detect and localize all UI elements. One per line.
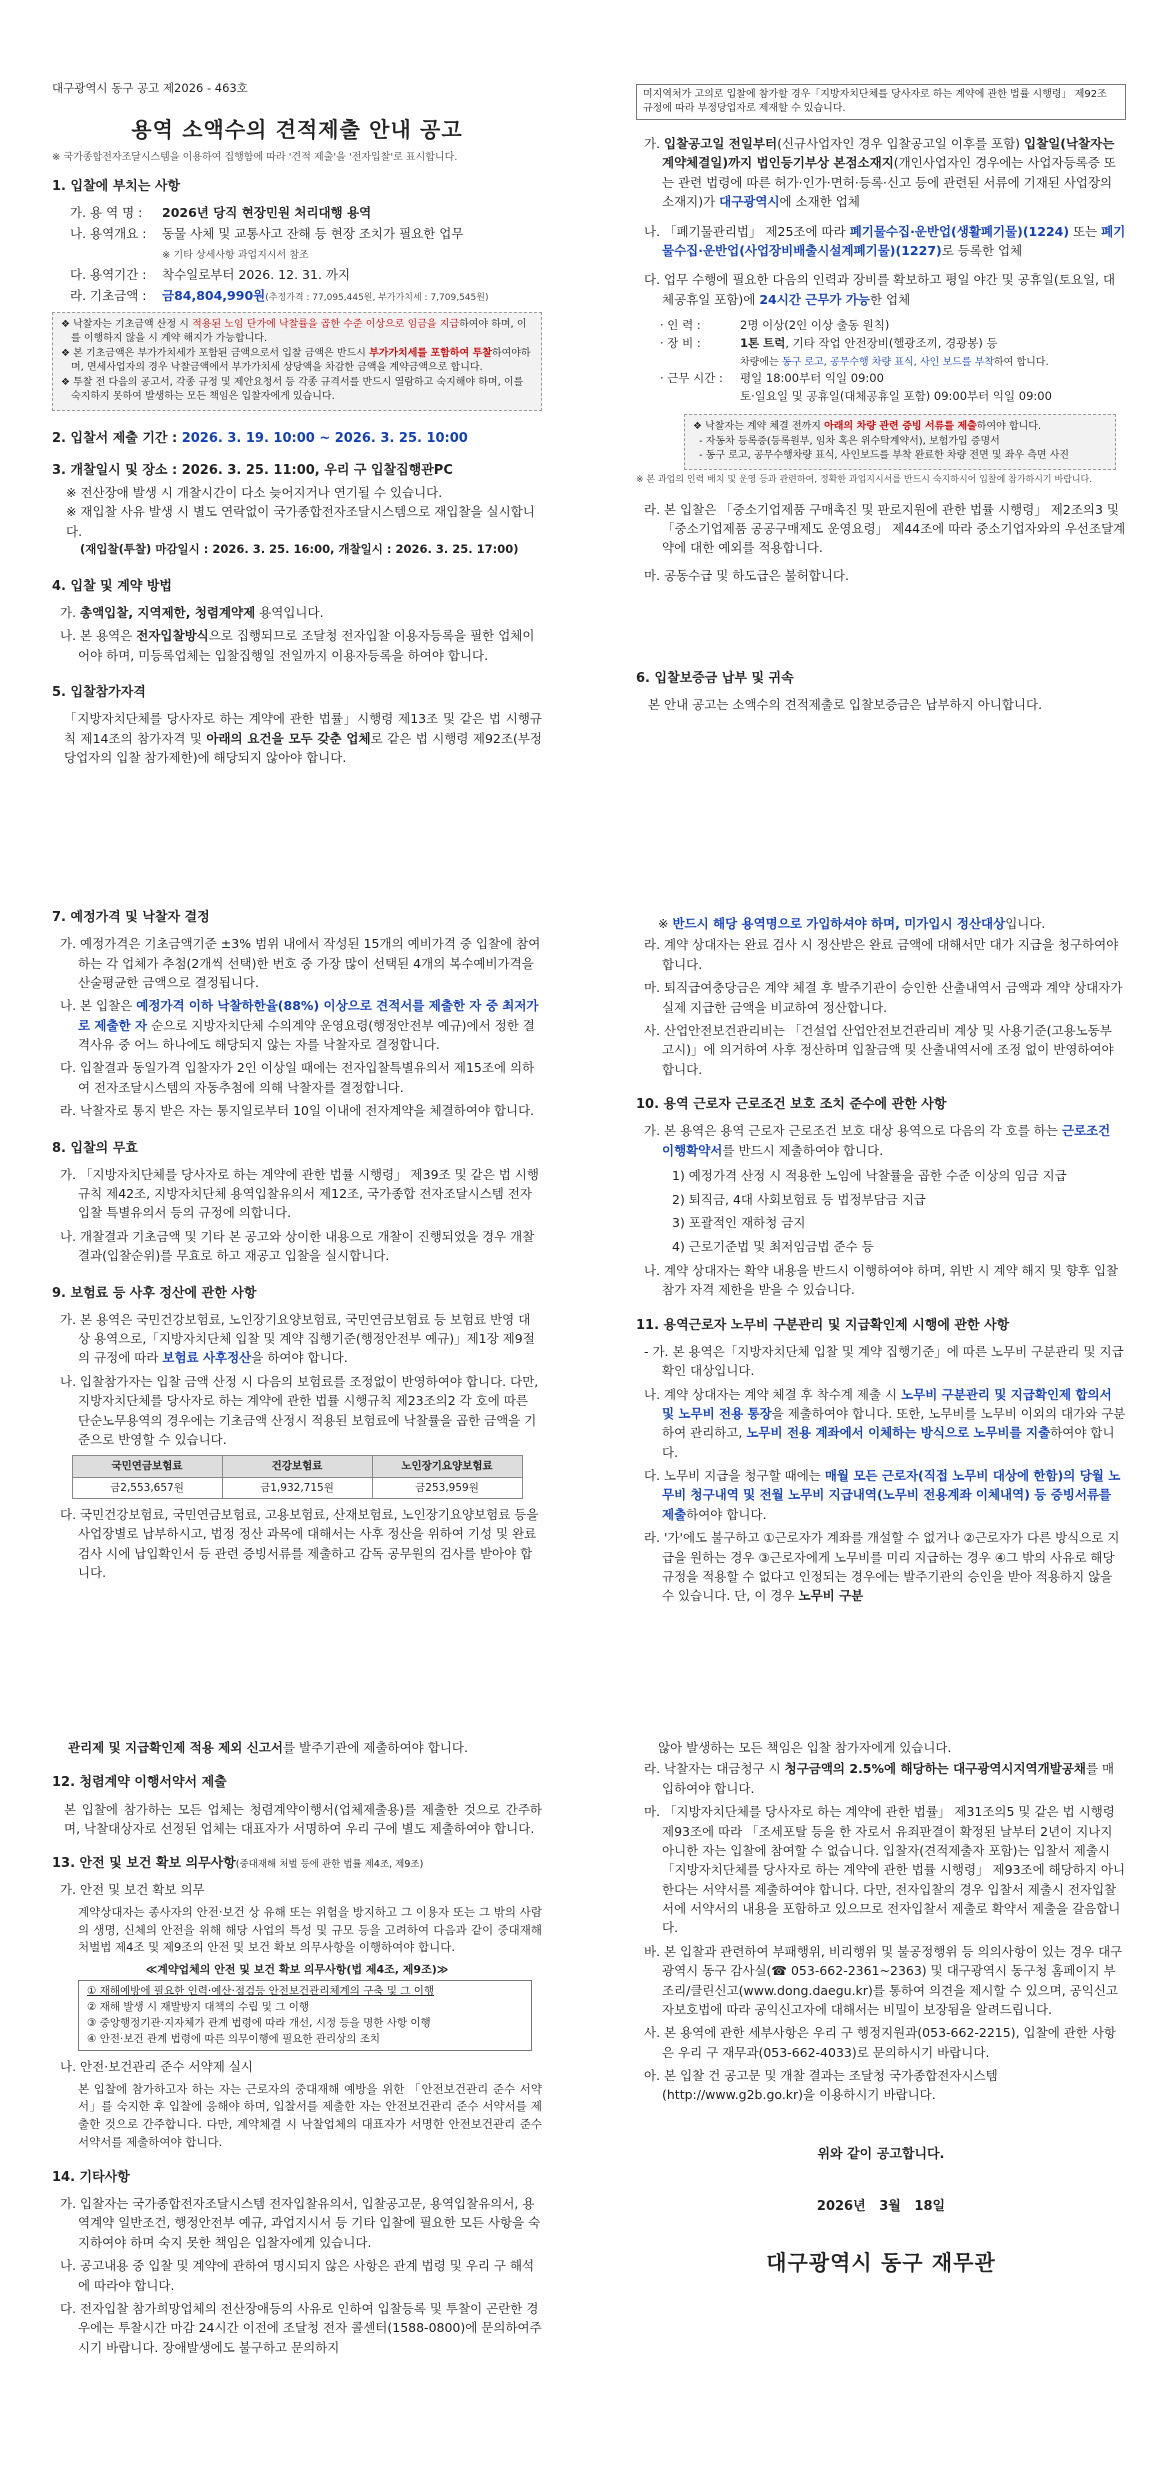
misc-item-d: 라. 낙찰자는 대금청구 시 청구금액의 2.5%에 해당하는 대구광역시지역개발공채를 매입하여야 합니다. — [644, 1761, 1115, 1796]
page2-left-column — [52, 900, 542, 1720]
equipment-row: · 장 비 : 1톤 트럭, 기타 작업 안전장비(헬광조끼, 경광봉) 등 차량에는 동구 로고, 공무수행 차량 표식, 사인 보드를 부착하여 합니다. — [660, 335, 1049, 368]
page3-left-column — [52, 1738, 542, 2478]
eligibility-item-a: 가. 입찰공고일 전일부터(신규사업자인 경우 입찰공고일 이후를 포함) 입찰일(낙찰자는 계약체결일)까지 법인등기부상 본점소재지(개인사업자인 경우에는 사업자등록증 또는 관련 법령에 따른 허가·인가·면허·등록·신고 등에 관련된 서류에 기재된 사업장의 소재지)가 대구광역시에 소재한 업체 — [644, 136, 1116, 210]
insurance-table — [72, 1455, 523, 1499]
list-item: ④ 안전·보건 관계 법령에 따른 의무이행에 필요한 관리상의 조치 — [87, 2032, 381, 2045]
misc-item-h: 아. 본 입찰 건 공고문 및 개찰 결과는 조달청 국가종합전자시스템(http://www.g2b.go.kr)을 이용하시기 바랍니다. — [644, 2068, 998, 2103]
base-amount-row — [70, 286, 542, 305]
method-item-b: 나. 본 용역은 전자입찰방식으로 집행되므로 조달청 전자입찰 이용자등록을 필한 업체이어야 하며, 미등록업체는 입찰집행일 전일까지 이용자등록을 하여야 합니다. — [60, 628, 535, 663]
service-summary-row — [70, 224, 542, 263]
labor-item-a: 가. 본 용역은 용역 근로자 근로조건 보호 대상 용역으로 다음의 각 호를 하는 근로조건 이행확약서를 반드시 제출하여야 합니다. — [644, 1123, 1111, 1158]
insurance-item-b: 나. 입찰참가자는 입찰 금액 산정 시 다음의 보험료를 조정없이 반영하여야 합니다. 다만, 지방자치단체를 당사자로 하는 계약에 관한 법률 시행규칙 제23조의2 각 호에 따른 단순노무용역의 경우에는 기초금액 산정시 적용된 보험료에 낙찰률을 곱한 금액을 기준으로 반영할 수 있습니다. — [60, 1373, 539, 1447]
vehicle-docs-intro: ❖ 낙찰자는 계약 체결 전까지 아래의 차량 관련 증빙 서류를 제출하여야 합니다. — [693, 421, 1042, 433]
eligibility-text: 「지방자치단체를 당사자로 하는 계약에 관한 법률」시행령 제13조 및 같은 법 시행규칙 제14조의 참가자격 및 아래의 요건을 모두 갖춘 업체로 같은 법 시행령 제92조(부정당업자의 입찰 참가제한)에 해당되지 않아야 합니다. — [64, 711, 542, 766]
insurance-item-a: 가. 본 용역은 국민건강보험료, 노인장기요양보험료, 국민연금보험료 등 보험료 반영 대상 용역으로,「지방자치단체 입찰 및 계약 집행기준(행정안전부 예규)」제1장 제9절의 규정에 따라 보험료 사후정산을 하여야 합니다. — [60, 1311, 535, 1366]
misc-item-b: 나. 공고내용 중 입찰 및 계약에 관하여 명시되지 않은 사항은 관계 법령 및 우리 구 해석에 따라야 합니다. — [60, 2258, 535, 2293]
safety-obligations-box — [78, 1980, 532, 2051]
misc-continuation: 않아 발생하는 모든 책임은 입찰 참가자에게 있습니다. — [658, 1740, 952, 1755]
safety-item-b-text: 본 입찰에 참가하고자 하는 자는 근로자의 중대재해 예방을 위한 「안전보건관리 준수 서약서」를 숙지한 후 입찰에 응해야 하며, 입찰서를 제출한 자는 안전보건관리 준수 서약서를 제출한 것으로 간주합니다. 다만, 계약체결 시 낙찰업체의 대표자가 서명한 안전보건관리 준수 서약서를 제출하여야 합니다. — [78, 2081, 542, 2150]
page-1 — [0, 0, 1168, 840]
eligibility-item-d: 라. 본 입찰은 「중소기업제품 구매촉진 및 판로지원에 관한 법률 시행령」 제2조의3 및 「중소기업제품 공공구매제도 운영요령」 제44조에 따라 중소기업자와의 우선조달계약에 대한 예외를 적용합니다. — [644, 501, 1126, 556]
page-3 — [0, 1738, 1168, 2478]
label: 나. 용역개요 : — [70, 226, 147, 242]
integrity-text: 본 입찰에 참가하는 모든 업체는 청렴계약이행서(업체제출용)를 제출한 것으로 간주하며, 낙찰대상자로 선정된 업체는 대표자가 서명하여 우리 구에 별도 제출하여야 합니다. — [64, 1801, 542, 1836]
insurance-item-e: 마. 퇴직급여충당금은 계약 체결 후 발주기관이 승인한 산출내역서 금액과 계약 상대자가 실제 지급한 금액을 비교하여 정산합니다. — [644, 980, 1123, 1015]
vehicle-doc-photos: - 동구 로고, 공무수행차량 표식, 사인보드를 부착 완료한 차량 전면 및 좌우 측면 사진 — [699, 450, 1070, 462]
page1-right-column — [636, 84, 1126, 824]
misc-item-a: 가. 입찰자는 국가종합전자조달시스템 전자입찰유의서, 입찰공고문, 용역입찰유의서, 용역계약 일반조건, 행정안전부 예규, 과업지시서 등 기타 입찰에 필요한 모든 사항을 숙지하여야 하며 숙지 못한 책임은 입찰자에게 있습니다. — [60, 2196, 541, 2250]
section-1-heading: 1. 입찰에 부치는 사항 — [52, 178, 181, 194]
intro-note: ※ 국가종합전자조달시스템을 이용하여 집행함에 따라 '견적 제출'을 '전자입찰'로 표시합니다. — [52, 151, 458, 163]
opening-note-delay: ※ 전산장애 발생 시 개찰시간이 다소 늦어지거나 연기될 수 있습니다. — [66, 484, 443, 500]
issuing-officer: 대구광역시 동구 재무관 — [766, 2251, 996, 2276]
opening-note-rebid: ※ 재입찰 사유 발생 시 별도 연락없이 국가종합전자조달시스템으로 재입찰을 실시합니다. — [66, 504, 535, 539]
deposit-text: 본 안내 공고는 소액수의 견적제출로 입찰보증금은 납부하지 아니합니다. — [648, 697, 1043, 713]
base-amount: 금84,804,990원 — [162, 288, 266, 304]
amount-breakdown: (추정가격 : 77,095,445원, 부가가치세 : 7,709,545원) — [265, 293, 489, 304]
misc-item-c: 다. 전자입찰 참가희망업체의 전산장애등의 사유로 인하여 입찰등록 및 투찰이 곤란한 경우에는 투찰시간 마감 24시간 이전에 조달청 전자 콜센터(1588-0800)에 문의하여주시기 바랍니다. 장애발생에도 불구하고 문의하지 — [60, 2300, 542, 2355]
section-5-heading: 5. 입찰참가자격 — [52, 685, 146, 701]
list-item: 4) 근로기준법 및 최저임금법 준수 등 — [672, 1239, 874, 1255]
wage-item-c: 다. 노무비 지급을 청구할 때에는 매월 모든 근로자(직접 노무비 대상에 한함)의 당월 노무비 청구내역 및 전월 노무비 지급내역(노무비 전용계좌 이체내역) 등 증빙서류를 제출하여야 합니다. — [644, 1468, 1121, 1522]
invalid-item-a: 가. 「지방자치단체를 당사자로 하는 계약에 관한 법률 시행령」 제39조 및 같은 법 시행규칙 제42조, 지방자치단체 용역입찰유의서 제12조, 국가종합 전자조달시스템 전자입찰 특별유의서 등의 규정에 의합니다. — [60, 1166, 539, 1221]
price-item-a: 가. 예정가격은 기초금액기준 ±3% 범위 내에서 작성된 15개의 예비가격 중 입찰에 참여하는 각 업체가 추첨(2개씩 선택)한 번호 중 가장 많이 선택된 4개의 복수예비가격을 산술평균한 금액으로 결정됩니다. — [60, 936, 541, 990]
misc-item-f: 바. 본 입찰과 관련하여 부패행위, 비리행위 및 불공정행위 등 의의사항이 있는 경우 대구광역시 동구 감사실(☎ 053-662-2361~2363) 및 대구광역시 동구청 홈페이지 부조리/클린신고(www.dong.daegu.kr)를 통하여 의견을 제시할 수 있으며, 공익신고자보호법에 따라 공익신고자에 대해서는 비밀이 보장됨을 알려드립니다. — [644, 1943, 1123, 2017]
safety-box-title: ≪계약업체의 안전 및 보건 확보 의무사항(법 제4조, 제9조)≫ — [145, 1963, 449, 1977]
insurance-item-f: 사. 산업안전보건관리비는 「건설업 산업안전보건관리비 계상 및 사용기준(고용노동부 고시)」에 의거하여 사후 정산하며 입찰금액 및 산출내역서에 조정 없이 반영하여야 합니다. — [644, 1022, 1114, 1077]
wage-item-a: - 가. 본 용역은「지방자치단체 입찰 및 계약 집행기준」에 따른 노무비 구분관리 및 지급 확인 대상입니다. — [644, 1343, 1124, 1379]
safety-item-a-text: 계약상대자는 종사자의 안전·보건 상 유해 또는 위험을 방지하고 그 이용자 또는 그 밖의 사람의 생명, 신체의 안전을 위해 해당 사업의 특성 및 규모 등을 고려하여 다음과 같이 중대재해처벌법 제4조 및 제9조의 안전 및 보건 확보 의무사항을 이행하여야 합니다. — [78, 1904, 542, 1955]
page-title: 용역 소액수의 견적제출 안내 공고 — [131, 118, 463, 143]
list-item: 3) 포괄적인 재하청 금지 — [672, 1215, 806, 1231]
list-item: 1) 예정가격 산정 시 적용한 노임에 낙찰률을 곱한 수준 이상의 임금 지급 — [672, 1167, 1067, 1183]
label: 다. 용역기간 : — [70, 266, 147, 282]
section-7-heading: 7. 예정가격 및 낙찰자 결정 — [52, 910, 210, 925]
labor-item-b: 나. 계약 상대자는 확약 내용을 반드시 이행하여야 하며, 위반 시 계약 해지 및 향후 입찰 참가 자격 제한을 받을 수 있습니다. — [644, 1262, 1119, 1298]
vehicle-docs-box — [684, 414, 1116, 470]
list-item: ② 재해 발생 시 재발방지 대책의 수립 및 그 이행 — [87, 2001, 310, 2014]
price-item-d: 라. 낙찰자로 통지 받은 자는 통지일로부터 10일 이내에 전자계약을 체결하여야 합니다. — [60, 1103, 535, 1119]
invalid-item-b: 나. 개찰결과 기초금액 및 기타 본 공고와 상이한 내용으로 개찰이 진행되었을 경우 개찰결과(입찰순위)를 무효로 하고 재공고 입찰을 실시합니다. — [60, 1228, 535, 1264]
section-6-heading: 6. 입찰보증금 납부 및 귀속 — [636, 671, 794, 686]
exemption-continuation: 관리제 및 지급확인제 적용 제외 신고서를 발주기관에 제출하여야 합니다. — [68, 1740, 468, 1755]
labor-commitments — [636, 1164, 1126, 1259]
section-8-heading: 8. 입찰의 무효 — [52, 1140, 138, 1156]
section-14-heading: 14. 기타사항 — [52, 2169, 130, 2185]
label: 가. 용 역 명 : — [70, 204, 143, 220]
insurance-item-d: 라. 계약 상대자는 완료 검사 시 정산받은 완료 금액에 대해서만 대가 지급을 청구하여야 합니다. — [644, 937, 1119, 972]
list-item: 2) 퇴직금, 4대 사회보험료 등 법정부담금 지급 — [672, 1191, 926, 1207]
section-13-heading: 13. 안전 및 보건 확보 의무사항(중대재해 처벌 등에 관한 법률 제4조, 제9조) — [52, 1856, 424, 1872]
carryover-note: 미지역처가 고의로 입찰에 참가할 경우「지방자치단체를 당사자로 하는 계약에 관한 법률 시행령」 제92조 규정에 따라 부정당업자로 제재할 수 있습니다. — [636, 84, 1126, 120]
staff-row: · 인 력 : 2명 이상(2인 이상 출동 원칙) — [660, 318, 890, 332]
page2-right-column — [636, 914, 1126, 1714]
announcement-date: 2026년 3월 18일 — [816, 2198, 946, 2214]
section-12-heading: 12. 청렴계약 이행서약서 제출 — [52, 1775, 227, 1791]
summary-text: 동물 사체 및 교통사고 잔해 등 현장 조치가 필요한 업무 — [162, 226, 464, 242]
section-11-heading: 11. 용역근로자 노무비 구분관리 및 지급확인제 시행에 관한 사항 — [636, 1317, 1010, 1333]
value: 착수일로부터 2026. 12. 31. 까지 — [162, 266, 351, 282]
section-9-heading: 9. 보험료 등 사후 정산에 관한 사항 — [52, 1285, 257, 1301]
value — [162, 224, 463, 263]
misc-item-e: 마. 「지방자치단체를 당사자로 하는 계약에 관한 법률」 제31조의5 및 같은 법 시행령 제93조에 따라 「조세포탈 등을 한 자로서 유죄판결이 확정된 날부터 2년이 지나지 아니한 자는 입찰에 참여할 수 없습니다. 입찰자(견적제출자 포함)는 입찰서 제출시 「지방자치단체를 당사자로 하는 계약에 관한 법률 시행령」 제93조에 해당하지 아니한다는 서약서를 제출하여야 합니다. 다만, 전자입찰의 경우 입찰서 제출시 전자입찰서에 서약서의 내용을 포함하고 있으므로 전자입찰서 제출로 확약서 제출을 갈음합니다. — [644, 1804, 1126, 1936]
label: 라. 기초금액 : — [70, 288, 147, 304]
table-cell: 금253,959원 — [372, 1477, 522, 1498]
section-4-heading: 4. 입찰 및 계약 방법 — [52, 578, 172, 594]
rebid-schedule: (재입찰(투찰) 마감일시 : 2026. 3. 25. 16:00, 개찰일시 : 2026. 3. 25. 17:00) — [80, 542, 519, 557]
wage-item-d: 라. '가'에도 불구하고 ①근로자가 계좌를 개설할 수 없거나 ②근로자가 다른 방식으로 지급을 원하는 경우 ③근로자에게 노무비를 미리 지급하는 경우 ④그 밖의 사유로 해당 규정을 적용할 수 없다고 인정되는 경우에는 발주기관의 승인을 받아 적용하지 않을 수 있습니다. 단, 이 경우 노무비 구분 — [644, 1530, 1120, 1604]
price-item-b: 나. 본 입찰은 예정가격 이하 낙찰하한율(88%) 이상으로 견적서를 제출한 자 중 최저가로 제출한 자 순으로 지방자치단체 수의계약 운영요령(행정안전부 예규)에서 정한 결격사유 중 어느 하나에도 해당되지 않는 자를 낙찰자로 결정합니다. — [60, 998, 539, 1053]
value: 2026년 당직 현장민원 처리대행 용역 — [162, 204, 372, 220]
eligibility-item-b: 나. 「폐기물관리법」 제25조에 따라 폐기물수집·운반업(생활폐기물)(1224) 또는 폐기물수집·운반업(사업장비배출시설계폐기물)(1227)로 등록한 업체 — [644, 223, 1126, 258]
note-wage: ❖ 낙찰자는 기초금액 산정 시 적용된 노임 단가에 낙찰률을 곱한 수준 이상으로 임금을 지급하여야 하며, 이를 이행하지 않을 시 계약 해지가 가능합니다. — [61, 318, 527, 345]
section-10-heading: 10. 용역 근로자 근로조건 보호 조치 준수에 관한 사항 — [636, 1097, 947, 1112]
notice-number: 대구광역시 동구 공고 제2026 - 463호 — [52, 81, 248, 95]
safety-item-b-title: 나. 안전·보건관리 준수 서약제 실시 — [60, 2059, 253, 2075]
work-hours-row: · 근무 시간 : 평일 18:00부터 익일 09:00 토·일요일 및 공휴일(대체공휴일 포함) 09:00부터 익일 09:00 — [660, 371, 1052, 404]
table-header: 국민연금보험료 — [72, 1456, 222, 1477]
vehicle-doc-registration: - 자동차 등록증(등록원부, 임차 혹은 위수탁계약서), 보험가입 증명서 — [699, 435, 1000, 447]
section-3-heading: 3. 개찰일시 및 장소 : 2026. 3. 25. 11:00, 우리 구 입찰집행관PC — [52, 462, 453, 478]
insurance-subscription-note: ※ 반드시 해당 용역명으로 가입하셔야 하며, 미가입시 정산대상입니다. — [658, 916, 1046, 931]
table-header: 건강보험료 — [222, 1456, 372, 1477]
misc-item-g: 사. 본 용역에 관한 세부사항은 우리 구 행정지원과(053-662-2215), 입찰에 관한 사항은 우리 구 재무과(053-662-4033)로 문의하시기 바랍니다. — [644, 2025, 1117, 2060]
list-item: ③ 중앙행정기관·지자체가 관계 법령에 따라 개선, 시정 등을 명한 사항 이행 — [87, 2016, 431, 2029]
safety-item-a-title: 가. 안전 및 보건 확보 의무 — [60, 1882, 205, 1898]
list-item: ① 재해예방에 필요한 인력·예산·점검등 안전보건관리체계의 구축 및 그 이행 — [87, 1985, 435, 1998]
table-cell: 금1,932,715원 — [222, 1477, 372, 1498]
staffing-note: ※ 본 과업의 인력 배치 및 운영 등과 관련하여, 정확한 과업지시서를 반드시 숙지하시어 입찰에 참가하시기 바랍니다. — [636, 474, 1093, 485]
page1-left-column — [52, 80, 542, 830]
closing-statement: 위와 같이 공고합니다. — [817, 2146, 945, 2162]
table-row — [72, 1477, 522, 1498]
section-2-heading: 2. 입찰서 제출 기간 : 2026. 3. 19. 10:00 ~ 2026. 3. 25. 10:00 — [52, 430, 468, 446]
eligibility-item-e: 마. 공동수급 및 하도급은 불허합니다. — [644, 567, 849, 583]
table-cell: 금2,553,657원 — [72, 1477, 222, 1498]
note-review: ❖ 투찰 전 다음의 공고서, 각종 규정 및 제안요청서 등 각종 규격서를 반드시 열람하고 숙지해야 하며, 이를 숙지하지 못하여 발생하는 모든 책임은 입찰자에게 있습니다. — [61, 376, 524, 403]
page3-right-column — [636, 1738, 1126, 2478]
price-item-c: 다. 입찰결과 동일가격 입찰자가 2인 이상일 때에는 전자입찰특별유의서 제15조에 의하여 전자조달시스템의 자동추첨에 의해 낙찰자를 결정합니다. — [60, 1060, 535, 1095]
method-item-a: 가. 총액입찰, 지역제한, 청렴계약제 용역입니다. — [60, 605, 324, 621]
wage-item-b: 나. 계약 상대자는 계약 체결 후 착수계 제출 시 노무비 구분관리 및 지급확인제 합의서 및 노무비 전용 통장을 제출하여야 합니다. 또한, 노무비를 노무비 이외의 대가와 구분하여 관리하고, 노무비 전용 계좌에서 이체하는 방식으로 노무비를 지출하여야 합니다. — [644, 1386, 1126, 1460]
service-period-row — [70, 265, 542, 284]
summary-note: ※ 기타 상세사항 과업지시서 참조 — [162, 249, 309, 261]
table-header-row — [72, 1456, 522, 1477]
note-vat: ❖ 본 기초금액은 부가가치세가 포함된 금액으로서 입찰 금액은 반드시 부가가치세를 포함하여 투찰하여야하며, 면세사업자의 경우 낙찰금액에서 부가가치세 상당액을 차감한 금액을 계약금액으로 합니다. — [61, 347, 531, 374]
page-2 — [0, 900, 1168, 1720]
eligibility-item-c: 다. 업무 수행에 필요한 다음의 인력과 장비를 확보하고 평일 야간 및 공휴일(토요일, 대체공휴일 포함)에 24시간 근무가 가능한 업체 — [644, 272, 1116, 307]
opening-notes — [52, 483, 542, 559]
resource-list — [660, 317, 1126, 406]
service-name-row — [70, 203, 542, 222]
notice-box — [52, 312, 542, 411]
table-header: 노인장기요양보험료 — [372, 1456, 522, 1477]
insurance-item-c: 다. 국민건강보험료, 국민연금보험료, 고용보험료, 산재보험료, 노인장기요양보험료 등을 사업장별로 납부하시고, 법정 정산 과목에 대해서는 사후 정산을 위하여 기성 및 완료 검사 시에 납입확인서 등 관련 증빙서류를 제출하고 감독 공무원의 검사를 받아야 합니다. — [60, 1506, 539, 1580]
